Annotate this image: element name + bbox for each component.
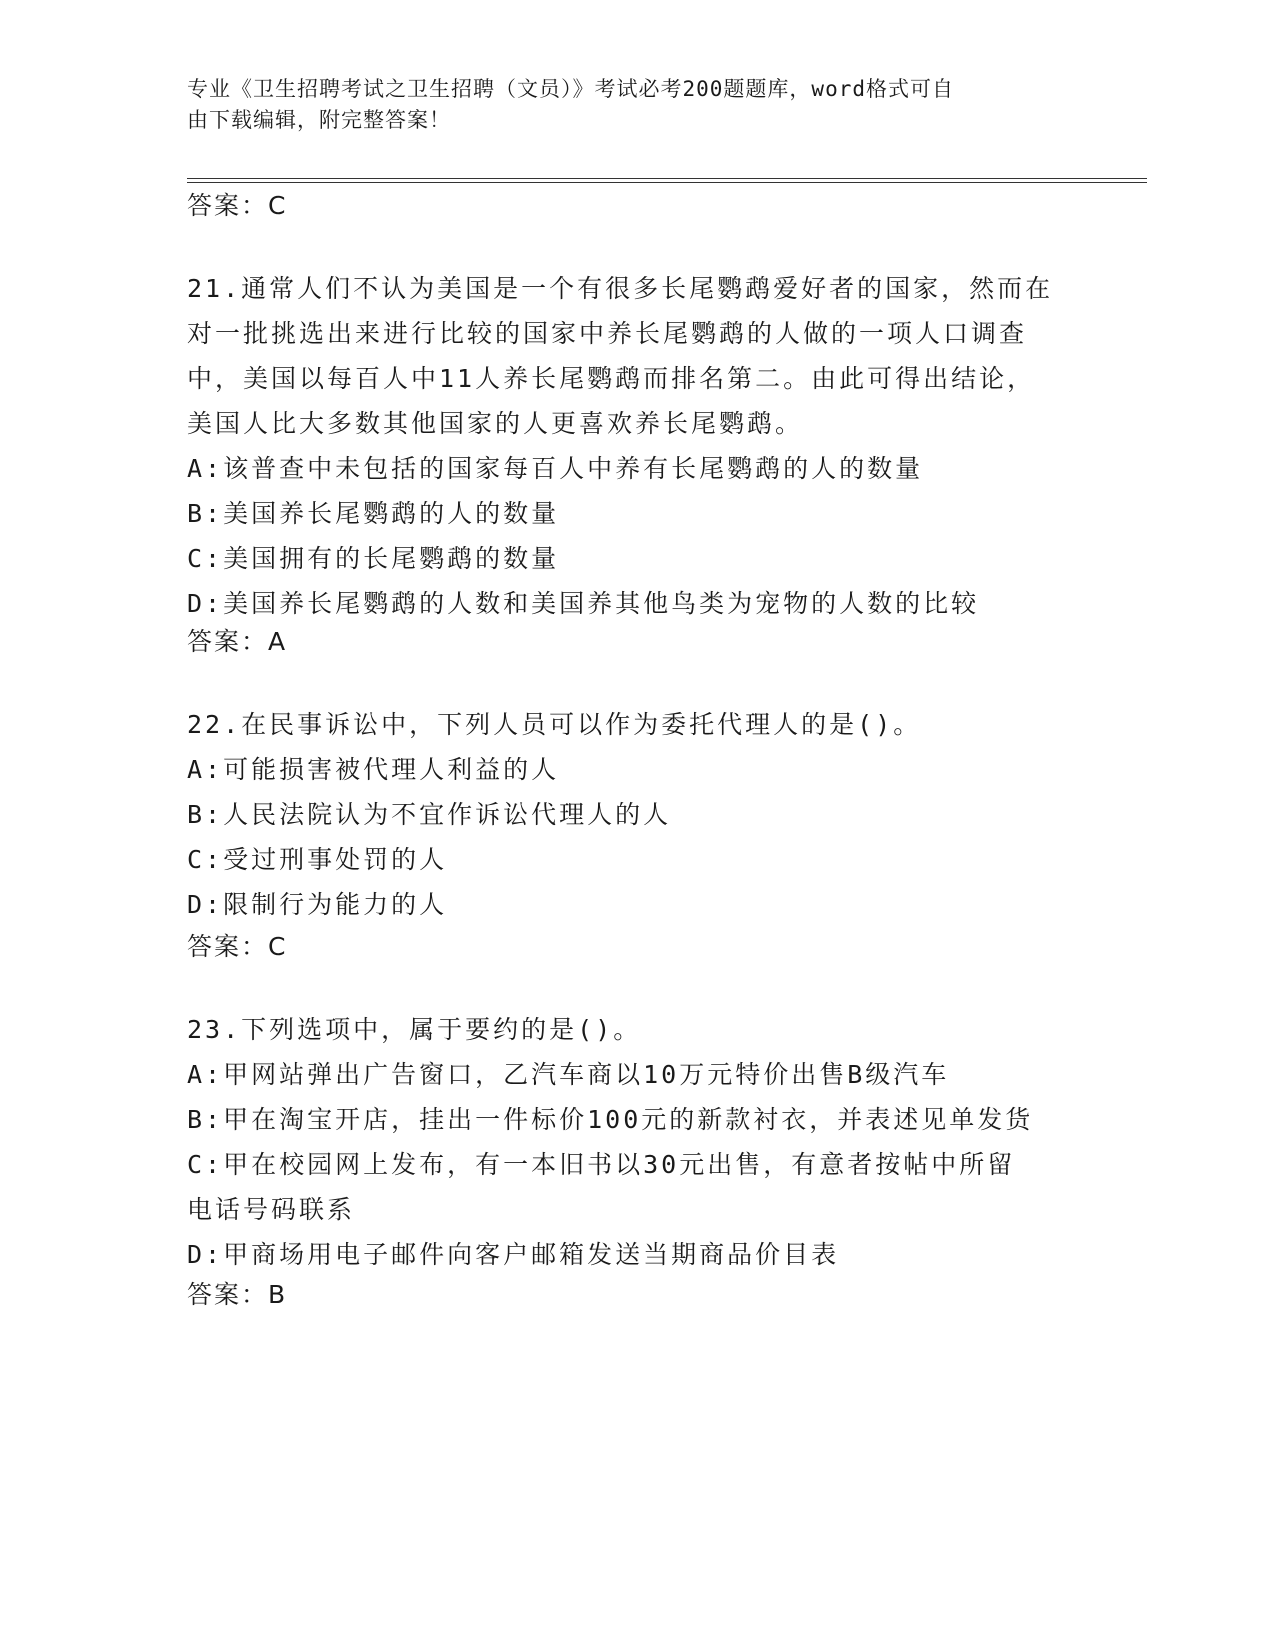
option-c: C:受过刑事处罚的人 bbox=[187, 845, 448, 874]
question-stem-line: 对一批挑选出来进行比较的国家中养长尾鹦鹉的人做的一项人口调查 bbox=[187, 319, 1028, 348]
question-stem-line: 美国人比大多数其他国家的人更喜欢养长尾鹦鹉。 bbox=[187, 409, 804, 438]
option-b: B:美国养长尾鹦鹉的人的数量 bbox=[187, 499, 560, 528]
option-a: A:甲网站弹出广告窗口，乙汽车商以10万元特价出售B级汽车 bbox=[187, 1060, 950, 1089]
answer-21: 答案：A bbox=[187, 627, 288, 656]
header-line-1: 专业《卫生招聘考试之卫生招聘（文员）》考试必考200题题库，word格式可自 bbox=[187, 77, 954, 101]
option-a: A:该普查中未包括的国家每百人中养有长尾鹦鹉的人的数量 bbox=[187, 454, 924, 483]
previous-answer: 答案：C bbox=[187, 191, 288, 220]
question-22 bbox=[187, 702, 1087, 927]
option-d: D:美国养长尾鹦鹉的人数和美国养其他鸟类为宠物的人数的比较 bbox=[187, 589, 980, 618]
header-line-2: 由下载编辑，附完整答案！ bbox=[187, 108, 451, 132]
question-21 bbox=[187, 266, 1087, 626]
question-stem-line: 中，美国以每百人中11人养长尾鹦鹉而排名第二。由此可得出结论， bbox=[187, 364, 1036, 393]
document-header bbox=[187, 74, 1087, 136]
option-d: D:甲商场用电子邮件向客户邮箱发送当期商品价目表 bbox=[187, 1240, 840, 1269]
option-c: C:甲在校园网上发布，有一本旧书以30元出售，有意者按帖中所留 bbox=[187, 1150, 1016, 1179]
option-c: C:美国拥有的长尾鹦鹉的数量 bbox=[187, 544, 560, 573]
answer-23: 答案：B bbox=[187, 1280, 288, 1309]
option-b: B:人民法院认为不宜作诉讼代理人的人 bbox=[187, 800, 672, 829]
question-stem: 23.下列选项中，属于要约的是()。 bbox=[187, 1015, 642, 1044]
option-a: A:可能损害被代理人利益的人 bbox=[187, 755, 560, 784]
answer-22: 答案：C bbox=[187, 932, 288, 961]
question-23 bbox=[187, 1007, 1087, 1277]
option-b: B:甲在淘宝开店，挂出一件标价100元的新款衬衣，并表述见单发货 bbox=[187, 1105, 1034, 1134]
header-divider bbox=[187, 178, 1147, 183]
option-c-continued: 电话号码联系 bbox=[187, 1195, 356, 1224]
question-stem: 22.在民事诉讼中，下列人员可以作为委托代理人的是()。 bbox=[187, 710, 922, 739]
question-stem-line: 21.通常人们不认为美国是一个有很多长尾鹦鹉爱好者的国家，然而在 bbox=[187, 274, 1054, 303]
option-d: D:限制行为能力的人 bbox=[187, 890, 448, 919]
